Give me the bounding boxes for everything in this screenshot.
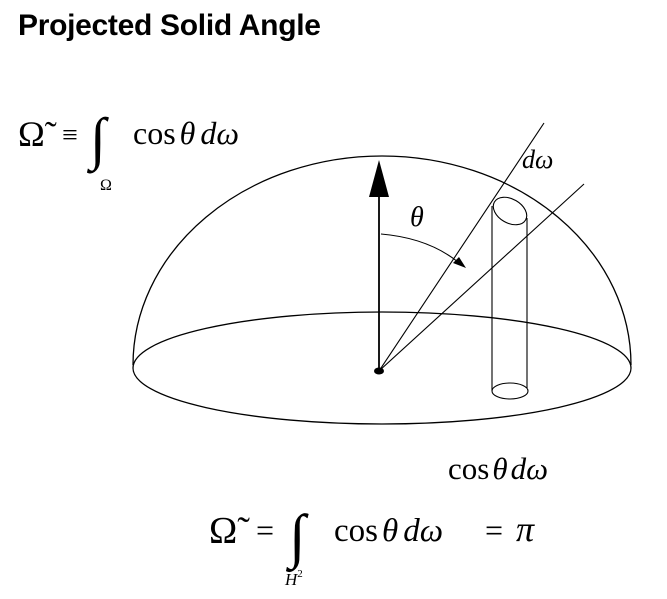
pi-symbol: π: [516, 509, 535, 549]
theta-label: θ: [410, 202, 424, 233]
integrand: [133, 115, 239, 151]
equals-symbol-2: =: [485, 512, 504, 548]
cylinder-bottom-ellipse: [492, 383, 528, 399]
projected-area-label: [448, 451, 548, 486]
equals-symbol: =: [256, 512, 275, 548]
cos-text: cos: [334, 513, 378, 549]
domega-label: dω: [522, 145, 554, 174]
d-text: d: [403, 513, 420, 549]
theta-text: θ: [382, 513, 399, 549]
equiv-symbol: ≡: [62, 120, 78, 151]
integral-symbol: ∫: [289, 503, 306, 569]
cos-text: cos: [133, 115, 176, 151]
theta-text: θ: [492, 451, 508, 486]
omega-text: ω: [216, 115, 239, 151]
domega-text: dω: [510, 451, 548, 486]
formula-bottom: [209, 503, 535, 589]
h-text: H: [285, 570, 298, 589]
lower-limit-omega: Ω: [100, 177, 112, 194]
cos-text: cos: [448, 451, 490, 486]
exp-text: 2: [297, 568, 303, 580]
omega-tilde-symbol: Ω̃: [18, 114, 45, 154]
theta-text: θ: [179, 115, 196, 151]
cone-ray-upper: [379, 123, 544, 371]
theta-arc: [381, 234, 458, 262]
omega-text: ω: [419, 513, 444, 549]
d-text: d: [200, 115, 217, 151]
theta-arc-arrowhead: [453, 257, 466, 268]
omega-tilde-symbol: Ω̃: [209, 510, 238, 552]
integral-symbol: ∫: [90, 106, 106, 171]
integrand: [334, 513, 443, 549]
lower-limit-h2: [284, 568, 303, 589]
page-title: Projected Solid Angle: [18, 9, 321, 42]
normal-vector-arrowhead: [369, 160, 389, 197]
formula-top: [18, 106, 239, 194]
